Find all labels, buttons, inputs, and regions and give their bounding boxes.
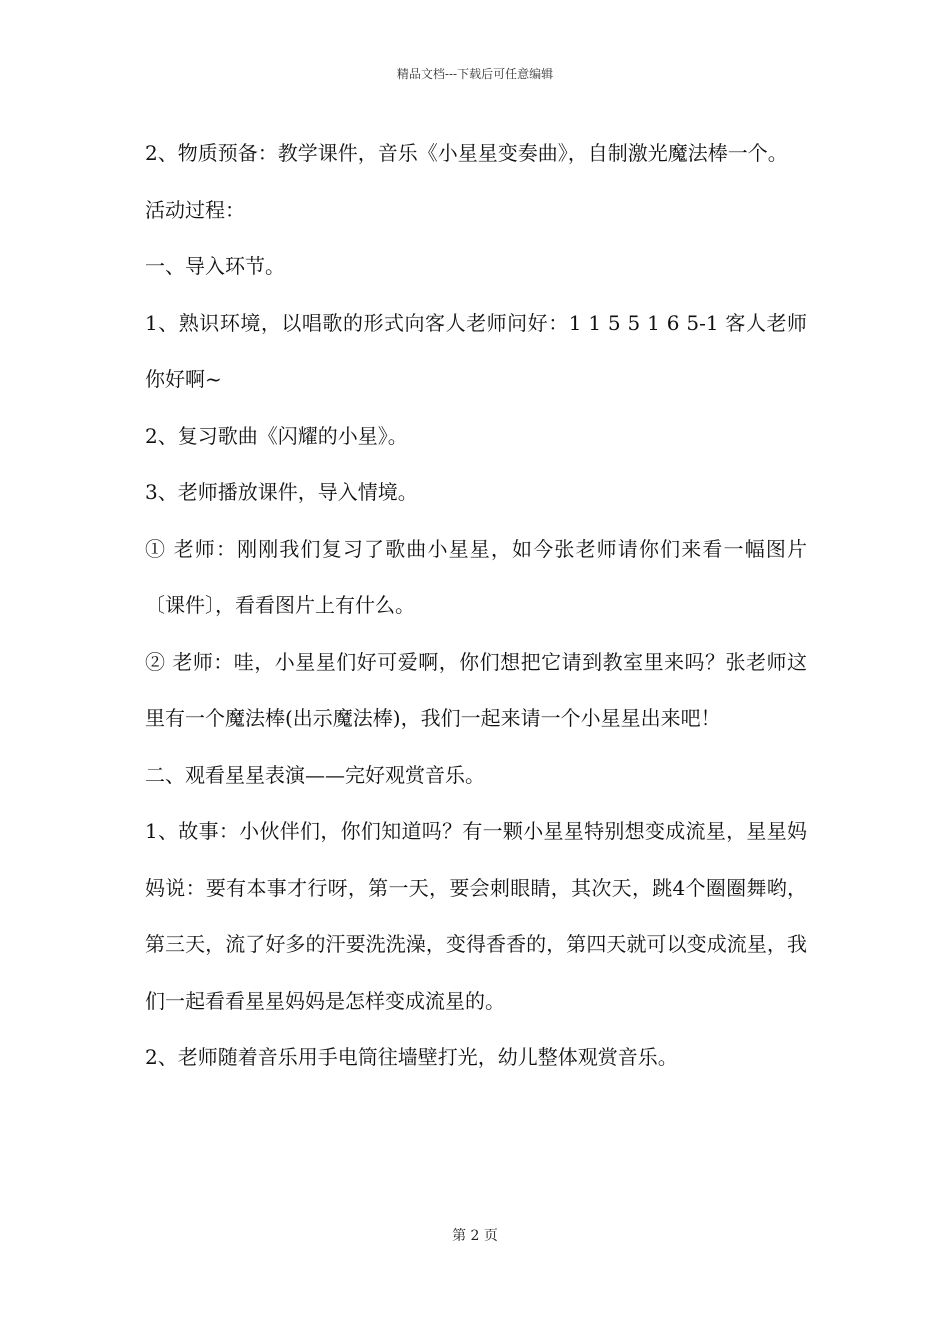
paragraph-section-two-heading: 二、观看星星表演——完好观赏音乐。 [145, 762, 485, 787]
paragraph-section-one-heading: 一、导入环节。 [145, 254, 285, 278]
page-header: 精品文档---下载后可任意编辑 [396, 67, 554, 81]
paragraph-flashlight: 2、老师随着音乐用手电筒往墙壁打光，幼儿整体观赏音乐。 [145, 1045, 678, 1069]
paragraph-greeting-song: 1、熟识环境，以唱歌的形式向客人老师问好：1 1 5 5 1 6 5-1 客人老师 你好啊~ [145, 310, 807, 391]
paragraph-teacher-line-1: ① 老师：刚刚我们复习了歌曲小星星，如今张老师请你们来看一幅图片〔课件〕，看看图片上有什么。 [145, 536, 807, 617]
document-body [145, 125, 807, 1086]
paragraph-play-courseware: 3、老师播放课件，导入情境。 [145, 480, 418, 504]
paragraph-activity-process: 活动过程： [145, 197, 245, 222]
paragraph-materials: 2、物质预备：教学课件，音乐《小星星变奏曲》，自制激光魔法棒一个。 [145, 141, 788, 165]
paragraph-review-song: 2、复习歌曲《闪耀的小星》。 [145, 423, 408, 448]
page-number: 第 2 页 [452, 1228, 498, 1244]
paragraph-teacher-line-2: ② 老师：哇，小星星们好可爱啊，你们想把它请到教室里来吗？张老师这里有一个魔法棒(出示魔法棒)，我们一起来请一个小星星出来吧！ [145, 649, 807, 730]
paragraph-story: 1、故事：小伙伴们，你们知道吗？有一颗小星星特别想变成流星，星星妈妈说：要有本事才行呀，第一天，要会刺眼睛，其次天，跳4个圈圈舞哟，第三天，流了好多的汗要洗洗澡，变得香香的，第四天就可以变成流星，我们一起看看星星妈妈是怎样变成流星的。 [145, 819, 807, 1013]
